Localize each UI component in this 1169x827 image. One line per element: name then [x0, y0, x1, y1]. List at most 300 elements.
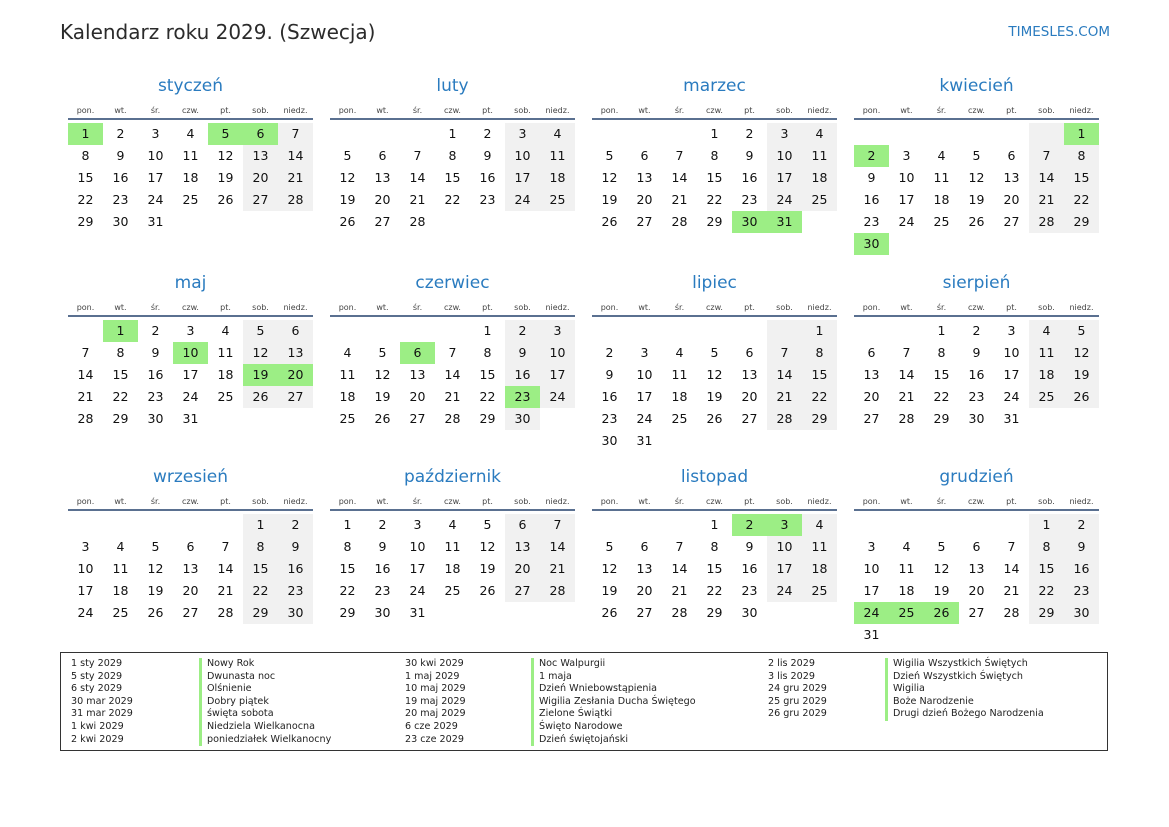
day-cell: 9 [867, 170, 876, 185]
day-cell: 15 [1064, 167, 1099, 189]
day-cell: 12 [601, 561, 618, 576]
day-cell: 10 [540, 342, 575, 364]
day-cell: 8 [710, 539, 719, 554]
day-cell: 9 [745, 539, 754, 554]
day-cell: 10 [636, 367, 653, 382]
day-cell: 27 [636, 214, 653, 229]
day-cell: 13 [863, 367, 880, 382]
weekday-label: czw. [706, 303, 723, 312]
weekday-header [854, 494, 1099, 511]
days-grid [68, 320, 313, 430]
day-cell: 30 [1064, 602, 1099, 624]
day-cell: 2 [505, 320, 540, 342]
day-cell: 7 [675, 539, 684, 554]
day-cell: 12 [933, 561, 950, 576]
year-calendar-grid [68, 74, 1099, 665]
day-cell: 8 [81, 148, 90, 163]
day-cell: 9 [1064, 536, 1099, 558]
empty-day-cell [662, 514, 697, 536]
month-calendar [854, 271, 1099, 465]
day-cell: 26 [601, 214, 618, 229]
weekday-label: niedz. [1069, 303, 1094, 312]
legend-date: 20 maj 2029 [405, 708, 466, 720]
day-cell: 15 [802, 364, 837, 386]
day-cell: 23 [374, 583, 391, 598]
day-cell: 17 [863, 583, 880, 598]
month-calendar [68, 271, 313, 465]
day-cell: 27 [409, 411, 426, 426]
day-cell: 18 [802, 558, 837, 580]
weekday-label: wt. [376, 497, 389, 506]
holiday-day-cell: 25 [889, 602, 924, 624]
day-cell: 3 [81, 539, 90, 554]
holiday-day-cell: 31 [767, 211, 802, 233]
day-cell: 8 [448, 148, 457, 163]
weekday-header [854, 300, 1099, 317]
legend-holiday-name: Noc Walpurgii [539, 658, 606, 669]
weekday-label: pt. [220, 497, 231, 506]
day-cell: 26 [479, 583, 496, 598]
weekday-label: wt. [114, 303, 127, 312]
day-cell: 29 [933, 411, 950, 426]
day-cell: 30 [278, 602, 313, 624]
day-cell: 8 [483, 345, 492, 360]
weekday-label: czw. [706, 497, 723, 506]
day-cell: 12 [479, 539, 496, 554]
day-cell: 14 [1029, 167, 1064, 189]
day-cell: 28 [278, 189, 313, 211]
weekday-label: czw. [706, 106, 723, 115]
day-cell: 29 [706, 605, 723, 620]
day-cell: 27 [182, 605, 199, 620]
day-cell: 30 [147, 411, 164, 426]
day-cell: 10 [863, 561, 880, 576]
day-cell: 16 [741, 561, 758, 576]
day-cell: 21 [77, 389, 94, 404]
day-cell: 6 [867, 345, 876, 360]
empty-day-cell [854, 514, 889, 536]
day-cell: 22 [1064, 189, 1099, 211]
day-cell: 21 [1003, 583, 1020, 598]
site-link[interactable]: TIMESLES.COM [1008, 24, 1110, 40]
empty-day-cell [592, 320, 627, 342]
day-cell: 1 [710, 517, 719, 532]
day-cell: 23 [968, 389, 985, 404]
day-cell: 23 [147, 389, 164, 404]
day-cell: 20 [505, 558, 540, 580]
weekday-label: sob. [1038, 497, 1055, 506]
day-cell: 4 [116, 539, 125, 554]
legend-holiday-name: Niedziela Wielkanocna [207, 720, 315, 732]
day-cell: 13 [278, 342, 313, 364]
month-calendar [330, 465, 575, 665]
day-cell: 14 [1003, 561, 1020, 576]
day-cell: 13 [636, 170, 653, 185]
legend-date: 30 kwi 2029 [405, 658, 464, 669]
empty-day-cell [627, 320, 662, 342]
day-cell: 18 [112, 583, 129, 598]
day-cell: 28 [77, 411, 94, 426]
day-cell: 11 [540, 145, 575, 167]
month-name: styczeń [157, 76, 224, 96]
legend-date: 24 gru 2029 [768, 683, 827, 695]
day-cell: 28 [540, 580, 575, 602]
month-calendar [330, 271, 575, 465]
empty-day-cell [365, 123, 400, 145]
day-cell: 14 [540, 536, 575, 558]
weekday-label: wt. [376, 303, 389, 312]
day-cell: 22 [112, 389, 129, 404]
month-calendar [592, 465, 837, 665]
day-cell: 22 [479, 389, 496, 404]
day-cell: 18 [671, 389, 688, 404]
weekday-label: sob. [252, 106, 269, 115]
holiday-day-cell: 3 [767, 514, 802, 536]
legend-date: 30 mar 2029 [71, 695, 133, 707]
day-cell: 16 [601, 389, 618, 404]
day-cell: 14 [278, 145, 313, 167]
legend-holiday-name: Olśnienie [207, 683, 252, 695]
empty-day-cell [592, 123, 627, 145]
day-cell: 12 [147, 561, 164, 576]
day-cell: 20 [741, 389, 758, 404]
empty-day-cell [208, 514, 243, 536]
day-cell: 25 [444, 583, 461, 598]
day-cell: 1 [243, 514, 278, 536]
day-cell: 8 [1064, 145, 1099, 167]
day-cell: 23 [741, 192, 758, 207]
day-cell: 19 [601, 192, 618, 207]
weekday-label: śr. [412, 106, 423, 115]
day-cell: 20 [182, 583, 199, 598]
day-cell: 24 [1003, 389, 1020, 404]
day-cell: 12 [601, 170, 618, 185]
day-cell: 20 [636, 192, 653, 207]
day-cell: 3 [186, 323, 195, 338]
weekday-label: pon. [76, 106, 95, 115]
day-cell: 19 [968, 192, 985, 207]
weekday-label: śr. [936, 303, 947, 312]
empty-day-cell [365, 320, 400, 342]
legend-name-column [199, 658, 331, 746]
holiday-day-cell: 30 [732, 211, 767, 233]
empty-day-cell [627, 514, 662, 536]
weekday-header [330, 300, 575, 317]
day-cell: 25 [182, 192, 199, 207]
day-cell: 10 [898, 170, 915, 185]
day-cell: 28 [671, 605, 688, 620]
day-cell: 2 [745, 126, 754, 141]
day-cell: 27 [636, 605, 653, 620]
day-cell: 22 [339, 583, 356, 598]
holiday-legend [60, 652, 1108, 751]
holiday-day-cell: 23 [505, 386, 540, 408]
weekday-label: czw. [444, 497, 461, 506]
day-cell: 9 [505, 342, 540, 364]
empty-day-cell [924, 123, 959, 145]
weekday-label: pt. [744, 303, 755, 312]
day-cell: 5 [151, 539, 160, 554]
day-cell: 31 [409, 605, 426, 620]
day-cell: 27 [505, 580, 540, 602]
day-cell: 21 [444, 389, 461, 404]
month-name: październik [403, 467, 502, 487]
day-cell: 20 [863, 389, 880, 404]
day-cell: 12 [1064, 342, 1099, 364]
month-name: wrzesień [152, 467, 229, 487]
day-cell: 28 [444, 411, 461, 426]
holiday-day-cell: 6 [243, 123, 278, 145]
legend-holiday-name: Święto Narodowe [539, 720, 623, 732]
day-cell: 4 [675, 345, 684, 360]
day-cell: 28 [409, 214, 426, 229]
empty-day-cell [959, 514, 994, 536]
weekday-label: śr. [674, 497, 685, 506]
day-cell: 8 [802, 342, 837, 364]
weekday-label: pon. [862, 106, 881, 115]
empty-day-cell [400, 123, 435, 145]
day-cell: 19 [479, 561, 496, 576]
legend-date: 31 mar 2029 [71, 708, 133, 720]
day-cell: 8 [343, 539, 352, 554]
day-cell: 7 [81, 345, 90, 360]
day-cell: 27 [278, 386, 313, 408]
day-cell: 7 [540, 514, 575, 536]
day-cell: 24 [767, 580, 802, 602]
day-cell: 13 [243, 145, 278, 167]
day-cell: 15 [706, 170, 723, 185]
day-cell: 16 [278, 558, 313, 580]
day-cell: 28 [671, 214, 688, 229]
days-grid [592, 514, 837, 624]
legend-holiday-name: Boże Narodzenie [893, 695, 974, 707]
month-name: czerwiec [415, 273, 490, 293]
day-cell: 4 [902, 539, 911, 554]
weekday-label: śr. [412, 497, 423, 506]
weekday-label: sob. [514, 497, 531, 506]
day-cell: 21 [1029, 189, 1064, 211]
weekday-label: śr. [674, 106, 685, 115]
day-cell: 6 [186, 539, 195, 554]
day-cell: 7 [278, 123, 313, 145]
day-cell: 29 [479, 411, 496, 426]
day-cell: 28 [1029, 211, 1064, 233]
weekday-label: śr. [674, 303, 685, 312]
days-grid [592, 320, 837, 452]
day-cell: 6 [278, 320, 313, 342]
weekday-label: pon. [600, 303, 619, 312]
holiday-day-cell: 26 [924, 602, 959, 624]
day-cell: 2 [605, 345, 614, 360]
day-cell: 11 [217, 345, 234, 360]
day-cell: 31 [182, 411, 199, 426]
weekday-label: niedz. [283, 497, 308, 506]
weekday-label: sob. [1038, 303, 1055, 312]
day-cell: 22 [444, 192, 461, 207]
weekday-label: czw. [182, 303, 199, 312]
day-cell: 11 [112, 561, 129, 576]
day-cell: 9 [483, 148, 492, 163]
day-cell: 27 [863, 411, 880, 426]
weekday-label: śr. [936, 497, 947, 506]
month-calendar [330, 74, 575, 271]
day-cell: 28 [217, 605, 234, 620]
empty-day-cell [854, 123, 889, 145]
day-cell: 7 [413, 148, 422, 163]
weekday-header [592, 494, 837, 511]
legend-holiday-name: Wigilia [893, 683, 925, 695]
day-cell: 24 [767, 189, 802, 211]
month-name: listopad [680, 467, 749, 487]
day-cell: 5 [937, 539, 946, 554]
day-cell: 6 [378, 148, 387, 163]
day-cell: 23 [1064, 580, 1099, 602]
holiday-day-cell: 30 [854, 233, 889, 255]
day-cell: 17 [147, 170, 164, 185]
day-cell: 15 [1029, 558, 1064, 580]
days-grid [854, 320, 1099, 430]
empty-day-cell [330, 320, 365, 342]
day-cell: 17 [1003, 367, 1020, 382]
weekday-label: pt. [220, 303, 231, 312]
day-cell: 16 [968, 367, 985, 382]
weekday-label: sob. [252, 303, 269, 312]
weekday-header [68, 103, 313, 120]
legend-holiday-name: Drugi dzień Bożego Narodzenia [893, 708, 1044, 720]
weekday-header [592, 103, 837, 120]
month-calendar [68, 465, 313, 665]
day-cell: 11 [671, 367, 688, 382]
weekday-label: czw. [968, 497, 985, 506]
weekday-label: czw. [182, 106, 199, 115]
day-cell: 29 [339, 605, 356, 620]
day-cell: 22 [706, 583, 723, 598]
day-cell: 29 [802, 408, 837, 430]
day-cell: 29 [1029, 602, 1064, 624]
day-cell: 14 [217, 561, 234, 576]
day-cell: 19 [1064, 364, 1099, 386]
day-cell: 13 [374, 170, 391, 185]
day-cell: 30 [741, 605, 758, 620]
day-cell: 29 [112, 411, 129, 426]
legend-name-column [531, 658, 696, 746]
weekday-label: pt. [1006, 303, 1017, 312]
legend-date: 19 maj 2029 [405, 695, 466, 707]
holiday-day-cell: 5 [208, 123, 243, 145]
day-cell: 5 [243, 320, 278, 342]
day-cell: 18 [339, 389, 356, 404]
day-cell: 28 [767, 408, 802, 430]
legend-holiday-name: Dwunasta noc [207, 670, 276, 682]
day-cell: 7 [448, 345, 457, 360]
day-cell: 26 [243, 386, 278, 408]
weekday-label: czw. [444, 106, 461, 115]
day-cell: 5 [710, 345, 719, 360]
day-cell: 10 [767, 536, 802, 558]
weekday-label: niedz. [807, 303, 832, 312]
day-cell: 11 [802, 145, 837, 167]
weekday-label: pon. [338, 497, 357, 506]
day-cell: 2 [378, 517, 387, 532]
day-cell: 1 [448, 126, 457, 141]
legend-date: 3 lis 2029 [768, 670, 815, 682]
day-cell: 27 [968, 605, 985, 620]
day-cell: 13 [505, 536, 540, 558]
day-cell: 19 [374, 389, 391, 404]
day-cell: 26 [147, 605, 164, 620]
day-cell: 27 [1003, 214, 1020, 229]
day-cell: 17 [77, 583, 94, 598]
day-cell: 29 [243, 602, 278, 624]
day-cell: 3 [767, 123, 802, 145]
day-cell: 13 [968, 561, 985, 576]
day-cell: 8 [1029, 536, 1064, 558]
day-cell: 22 [933, 389, 950, 404]
empty-day-cell [732, 320, 767, 342]
day-cell: 10 [767, 145, 802, 167]
day-cell: 27 [374, 214, 391, 229]
day-cell: 18 [217, 367, 234, 382]
weekday-label: niedz. [807, 497, 832, 506]
day-cell: 23 [112, 192, 129, 207]
legend-date: 26 gru 2029 [768, 708, 827, 720]
month-name: lipiec [692, 273, 737, 293]
day-cell: 21 [671, 192, 688, 207]
day-cell: 9 [116, 148, 125, 163]
weekday-label: wt. [114, 497, 127, 506]
day-cell: 28 [1003, 605, 1020, 620]
day-cell: 3 [1007, 323, 1016, 338]
day-cell: 26 [706, 411, 723, 426]
empty-day-cell [68, 320, 103, 342]
weekday-label: pt. [482, 303, 493, 312]
day-cell: 14 [767, 364, 802, 386]
day-cell: 17 [505, 167, 540, 189]
empty-day-cell [889, 320, 924, 342]
weekday-label: sob. [514, 106, 531, 115]
weekday-label: pon. [862, 497, 881, 506]
day-cell: 8 [116, 345, 125, 360]
weekday-label: sob. [514, 303, 531, 312]
day-cell: 26 [601, 605, 618, 620]
day-cell: 30 [505, 408, 540, 430]
legend-date: 1 sty 2029 [71, 658, 123, 669]
day-cell: 20 [636, 583, 653, 598]
day-cell: 26 [968, 214, 985, 229]
day-cell: 18 [933, 192, 950, 207]
month-calendar [854, 74, 1099, 271]
holiday-day-cell: 19 [243, 364, 278, 386]
day-cell: 3 [413, 517, 422, 532]
month-calendar [68, 74, 313, 271]
legend-date: 1 maj 2029 [405, 670, 460, 682]
day-cell: 5 [343, 148, 352, 163]
day-cell: 21 [540, 558, 575, 580]
day-cell: 2 [116, 126, 125, 141]
day-cell: 30 [112, 214, 129, 229]
day-cell: 3 [151, 126, 160, 141]
empty-day-cell [330, 123, 365, 145]
weekday-label: niedz. [545, 303, 570, 312]
holiday-day-cell: 1 [68, 123, 103, 145]
day-cell: 15 [706, 561, 723, 576]
month-name: marzec [683, 76, 746, 96]
legend-holiday-name: Zielone Świątki [539, 708, 613, 720]
day-cell: 12 [706, 367, 723, 382]
legend-holiday-name: poniedziałek Wielkanocny [207, 733, 332, 745]
day-cell: 20 [374, 192, 391, 207]
empty-day-cell [924, 514, 959, 536]
